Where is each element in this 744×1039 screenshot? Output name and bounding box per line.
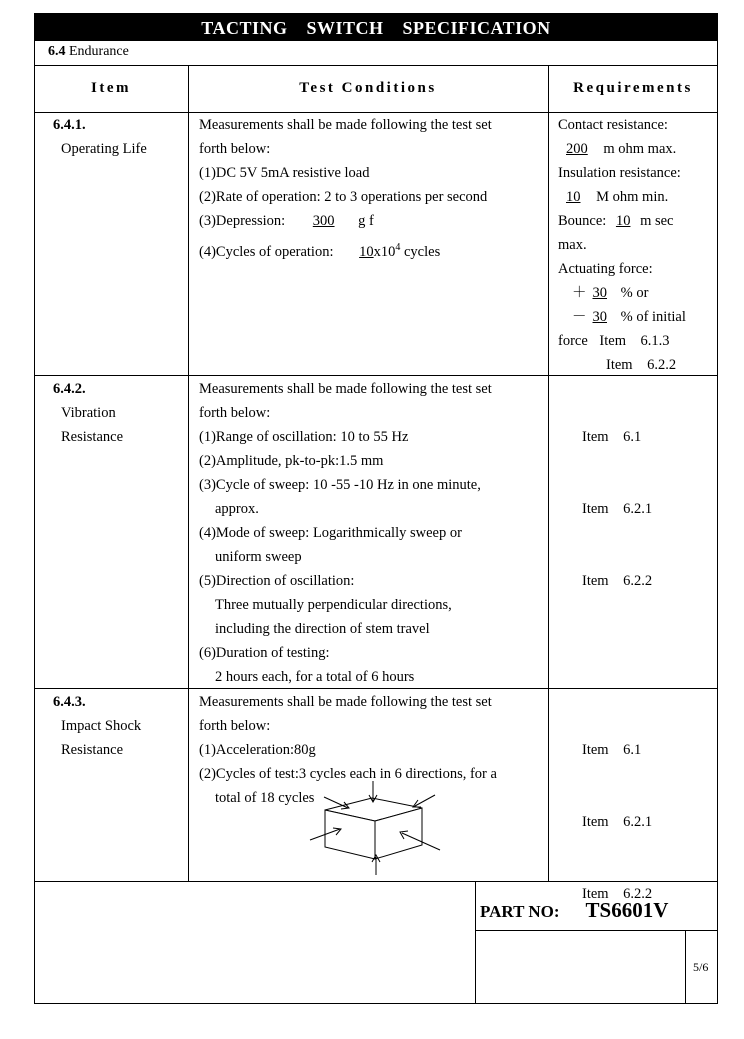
minus-sign: － — [572, 309, 587, 325]
impact-direction-diagram — [300, 775, 450, 875]
item-name: Vibration — [61, 405, 116, 421]
condition-line: Measurements shall be made following the test set — [199, 694, 492, 710]
condition-line: (2)Cycles of test:3 cycles each in 6 directions, for a — [199, 766, 497, 782]
condition-line: approx. — [215, 501, 259, 517]
condition-line: total of 18 cycles — [215, 790, 315, 806]
footer-divider — [475, 881, 476, 1004]
condition-line: (4)Mode of sweep: Logarithmically sweep or — [199, 525, 462, 541]
column-header-item: Item — [91, 80, 131, 96]
column-divider — [548, 65, 549, 881]
condition-line: Measurements shall be made following the test set — [199, 381, 492, 397]
section-number: 6.4 — [48, 44, 66, 59]
part-number-label: PART NO: — [480, 902, 560, 921]
plus-sign: ＋ — [572, 285, 587, 301]
contact-resistance-unit: m ohm max. — [603, 141, 677, 157]
cycles-multiplier: x10 — [373, 243, 396, 260]
force-word: force — [558, 333, 588, 349]
condition-line: (3)Cycle of sweep: 10 -55 -10 Hz in one minute, — [199, 477, 481, 493]
requirements-cell — [558, 113, 686, 377]
row-item-cell — [53, 690, 141, 762]
item-number: 6.4.1. — [53, 117, 86, 133]
test-conditions-cell — [199, 113, 492, 260]
part-number-block — [480, 898, 668, 923]
condition-line: (1)DC 5V 5mA resistive load — [199, 165, 370, 181]
condition-line: forth below: — [199, 718, 271, 734]
condition-line: forth below: — [199, 141, 271, 157]
footer-divider — [685, 930, 686, 1004]
item-number: 6.4.2. — [53, 381, 86, 397]
contact-resistance-label: Contact resistance: — [558, 117, 668, 133]
requirement-ref: Item 6.1.3 — [599, 333, 670, 349]
part-number-value: TS6601V — [585, 898, 669, 922]
condition-line: including the direction of stem travel — [215, 621, 430, 637]
insulation-resistance-value: 10 — [566, 189, 581, 205]
condition-line: (6)Duration of testing: — [199, 645, 330, 661]
condition-line-cycles — [199, 236, 492, 260]
condition-line: forth below: — [199, 405, 271, 421]
requirements-cell — [582, 690, 652, 930]
depression-label: (3)Depression: — [199, 213, 286, 229]
requirement-ref: Item 6.2.2 — [582, 886, 653, 902]
depression-unit: g f — [358, 213, 374, 229]
column-header-test-conditions: Test Conditions — [299, 80, 437, 96]
column-divider — [188, 65, 189, 881]
condition-line: Measurements shall be made following the test set — [199, 117, 492, 133]
condition-line: (1)Acceleration:80g — [199, 742, 316, 758]
force-plus-value: 30 — [592, 285, 607, 301]
item-name: Operating Life — [61, 141, 147, 157]
cycles-value: 10 — [359, 243, 374, 260]
bounce-label: Bounce: — [558, 213, 607, 229]
requirements-cell — [582, 377, 652, 617]
depression-value: 300 — [312, 213, 335, 229]
requirement-ref: Item 6.2.2 — [606, 357, 677, 373]
page-number: 5/6 — [693, 960, 709, 974]
section-heading — [48, 44, 129, 60]
cycles-exponent: 4 — [395, 242, 401, 253]
condition-line: Three mutually perpendicular directions, — [215, 597, 452, 613]
requirement-ref: Item 6.2.1 — [582, 814, 653, 830]
requirement-ref: Item 6.2.2 — [582, 573, 653, 589]
condition-line-depression — [199, 209, 492, 233]
row-item-cell — [53, 113, 147, 161]
force-plus-unit: % or — [620, 285, 649, 301]
cycles-unit: cycles — [404, 243, 441, 260]
bounce-value: 10 — [615, 213, 631, 229]
item-number: 6.4.3. — [53, 694, 86, 710]
bounce-tail: max. — [558, 237, 587, 253]
requirement-ref: Item 6.2.1 — [582, 501, 653, 517]
item-name: Resistance — [61, 429, 124, 445]
insulation-resistance-unit: M ohm min. — [596, 189, 669, 205]
item-name: Resistance — [61, 742, 124, 758]
condition-line: (2)Amplitude, pk-to-pk:1.5 mm — [199, 453, 384, 469]
requirement-ref: Item 6.1 — [582, 429, 642, 445]
condition-line: (1)Range of oscillation: 10 to 55 Hz — [199, 429, 409, 445]
section-name: Endurance — [69, 44, 129, 59]
insulation-resistance-label: Insulation resistance: — [558, 165, 681, 181]
requirement-ref: Item 6.1 — [582, 742, 642, 758]
document-title: TACTING SWITCH SPECIFICATION — [34, 13, 718, 41]
actuating-force-label: Actuating force: — [558, 261, 653, 277]
test-conditions-cell — [199, 377, 492, 689]
footer-divider — [475, 930, 718, 931]
condition-line: (5)Direction of oscillation: — [199, 573, 355, 589]
condition-line: 2 hours each, for a total of 6 hours — [215, 669, 415, 685]
condition-line: uniform sweep — [215, 549, 302, 565]
bounce-unit: m sec — [640, 213, 674, 229]
contact-resistance-value: 200 — [566, 141, 588, 157]
force-minus-value: 30 — [592, 309, 607, 325]
item-name: Impact Shock — [61, 718, 142, 734]
cycles-label: (4)Cycles of operation: — [199, 243, 334, 260]
column-header-requirements: Requirements — [573, 80, 693, 96]
force-minus-unit: % of initial — [620, 309, 686, 325]
condition-line: (2)Rate of operation: 2 to 3 operations per second — [199, 189, 488, 205]
table-top-border — [34, 65, 718, 66]
row-item-cell — [53, 377, 123, 449]
